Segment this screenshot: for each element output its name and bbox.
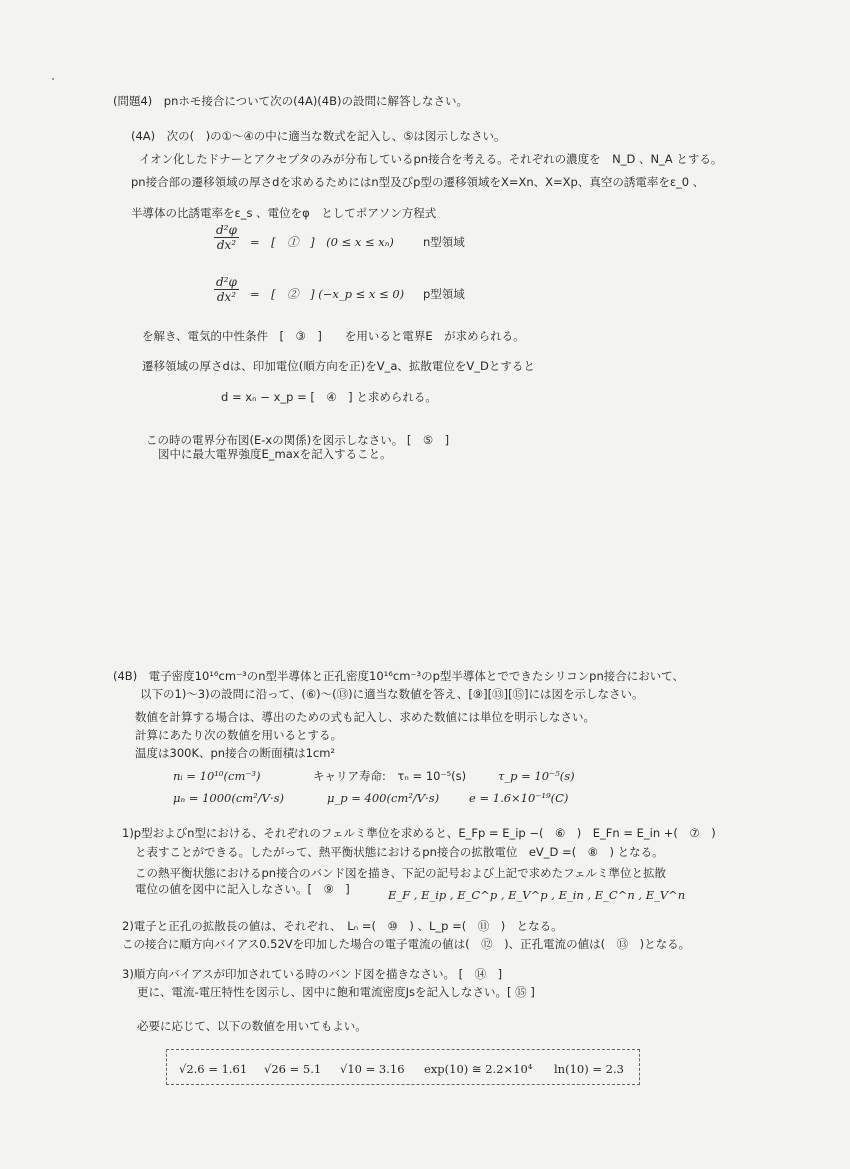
4b-q1-line2: と表すことができる。したがって、熱平衡状態におけるpn接合の拡散電位 eV_D =( ⑧ ) となる。: [135, 845, 664, 859]
eq2-fraction: [214, 275, 239, 304]
problem-4-title: (問題4) pnホモ接合について次の(4A)(4B)の設問に解答しなさい。: [113, 94, 468, 108]
4a-instruction: (4A) 次の( )の①～④の中に適当な数式を記入し、⑤は図示しなさい。: [131, 129, 506, 143]
4b-intro-line3: 数値を計算する場合は、導出のための式も記入し、求めた数値には単位を明示しなさい。: [135, 710, 595, 724]
const-ni: nᵢ = 10¹⁰(cm⁻³): [173, 769, 261, 783]
4b-q2-line1: 2)電子と正孔の拡散長の値は、それぞれ、 Lₙ =( ⑩ ) 、L_p =( ⑪ ) となる。: [122, 919, 563, 933]
4b-q1-line3: この熱平衡状態におけるpn接合のバンド図を描き、下記の記号および上記で求めたフェルミ準位と拡散: [135, 866, 667, 880]
const-tau-p: τ_p = 10⁻⁵(s): [498, 769, 575, 783]
4a-d-equation: d = xₙ − x_p = [ ④ ] と求められる。: [221, 390, 437, 404]
const-tau-n: キャリア寿命: τₙ = 10⁻⁵(s): [313, 769, 467, 783]
eq1-rhs: = [ ① ] (0 ≤ x ≤ xₙ): [250, 235, 394, 249]
4a-setup-line2: pn接合部の遷移領域の厚さdを求めるためにはn型及びp型の遷移領域をX=Xn、X=Xp、真空の誘電率をε_0 、: [131, 175, 705, 189]
const-sqrt-2-6: √2.6 = 1.61: [179, 1062, 248, 1076]
4a-setup-line3: 半導体の比誘電率をε_s 、電位をφ としてポアソン方程式: [131, 206, 437, 220]
const-mu-p: μ_p = 400(cm²/V·s): [327, 791, 440, 805]
const-mu-n: μₙ = 1000(cm²/V·s): [173, 791, 285, 805]
4b-q3-line1: 3)順方向バイアスが印加されている時のバンド図を描きなさい。 [ ⑭ ]: [122, 967, 503, 981]
eq2-rhs: = [ ② ] (−x_p ≤ x ≤ 0): [250, 287, 405, 301]
4b-q2-line2: この接合に順方向バイアス0.52Vを印加した場合の電子電流の値は( ⑫ )、正孔電流の値は( ⑬ )となる。: [122, 937, 691, 951]
4a-setup-line1: イオン化したドナーとアクセプタのみが分布しているpn接合を考える。それぞれの濃度を N_D 、N_A とする。: [139, 152, 723, 166]
4b-optional-values-line: 必要に応じて、以下の数値を用いてもよい。: [137, 1019, 367, 1033]
eq1-region-label: n型領域: [423, 235, 465, 249]
eq1-numerator: d²φ: [216, 223, 237, 237]
4a-neutrality-line: を解き、電気的中性条件 [ ③ ] を用いると電界E が求められる。: [142, 329, 525, 343]
const-ln-10: ln(10) = 2.3: [554, 1062, 624, 1076]
eq2-denominator: dx²: [216, 290, 237, 304]
const-sqrt-26: √26 = 5.1: [264, 1062, 322, 1076]
4a-field-diagram-line: この時の電界分布図(E-xの関係)を図示しなさい。 [ ⑤ ]: [146, 433, 450, 447]
eq2-numerator: d²φ: [216, 275, 237, 289]
4b-temperature-line: 温度は300K、pn接合の断面積は1cm²: [135, 746, 336, 760]
4a-thickness-line: 遷移領域の厚さdは、印加電位(順方向を正)をV_a、拡散電位をV_Dとすると: [142, 359, 535, 373]
4b-intro-line2: 以下の1)～3)の設問に沿って、(⑥)～(⑬)に適当な数値を答え、[⑨][⑬][⑮]には図を示しなさい。: [140, 687, 644, 701]
eq2-region-label: p型領域: [423, 287, 465, 301]
eq1-fraction: [214, 223, 239, 252]
4b-q1-line1: 1)p型およびn型における、それぞれのフェルミ準位を求めると、E_Fp = E_ip −( ⑥ ) E_Fn = E_in +( ⑦ ): [122, 826, 716, 840]
4a-emax-line: 図中に最大電界強度E_maxを記入すること。: [158, 447, 392, 461]
4b-q1-symbols: E_F , E_ip , E_C^p , E_V^p , E_in , E_C^n , E_V^n: [388, 888, 686, 902]
4b-q1-line4: 電位の値を図中に記入しなさい。[ ⑨ ]: [135, 882, 350, 896]
eq1-denominator: dx²: [216, 238, 237, 252]
4b-intro-line4: 計算にあたり次の数値を用いるとする。: [135, 728, 342, 742]
const-exp-10: exp(10) ≅ 2.2×10⁴: [424, 1062, 533, 1076]
4b-intro-line1: (4B) 電子密度10¹⁶cm⁻³のn型半導体と正孔密度10¹⁶cm⁻³のp型半導体とでできたシリコンpn接合において、: [113, 669, 685, 683]
const-e: e = 1.6×10⁻¹⁹(C): [469, 791, 569, 805]
constants-box: [166, 1049, 640, 1085]
scan-speck: [52, 78, 54, 80]
const-sqrt-10: √10 = 3.16: [340, 1062, 405, 1076]
4b-q3-line2: 更に、電流-電圧特性を図示し、図中に飽和電流密度Jsを記入しなさい。[ ⑮ ]: [137, 985, 535, 999]
